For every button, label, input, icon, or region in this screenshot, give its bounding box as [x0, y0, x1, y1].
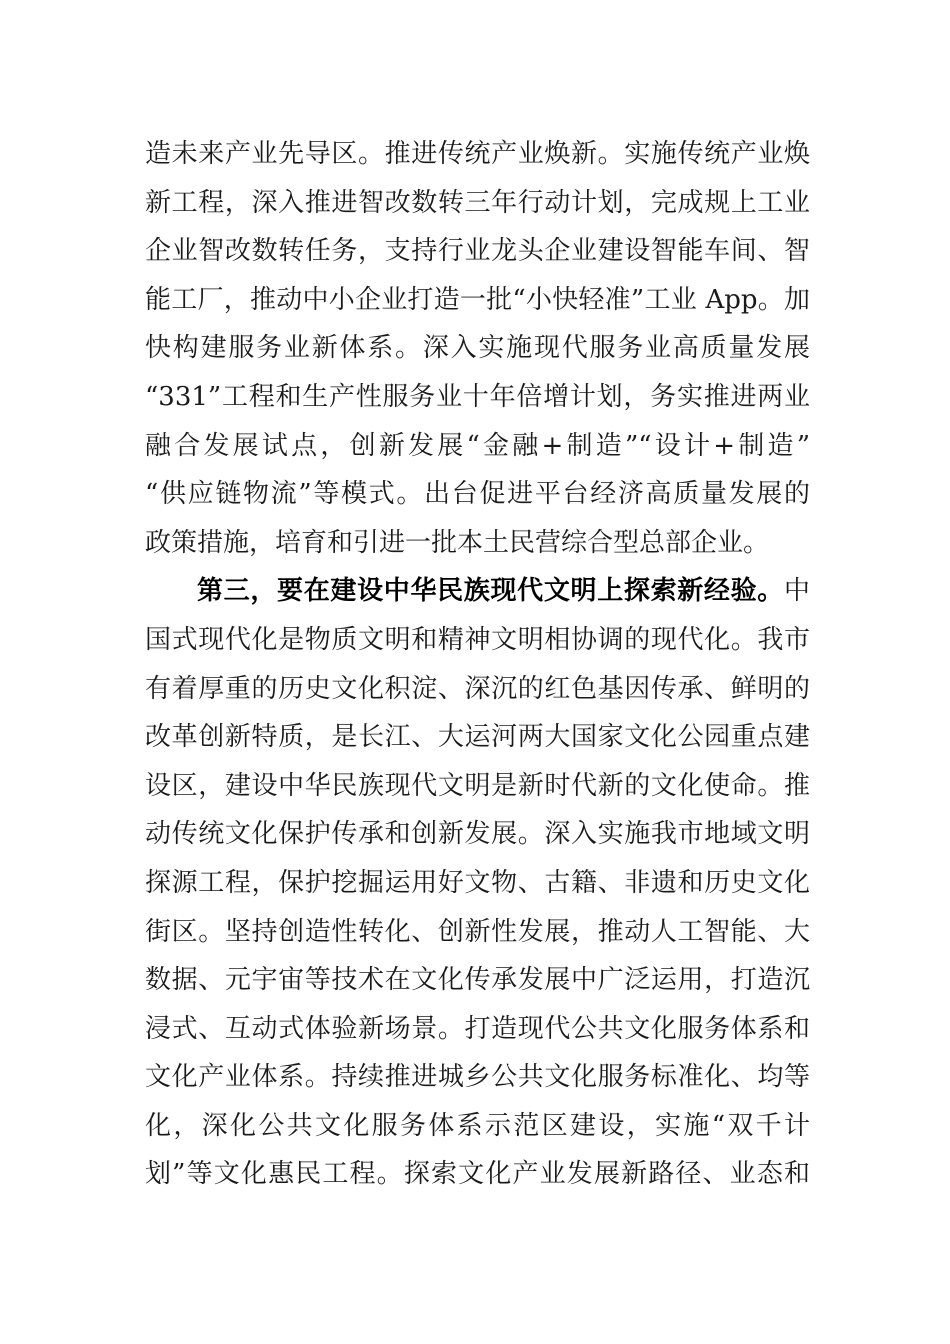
text-line: 街区。坚持创造性转化、创新性发展，推动人工智能、大 [145, 916, 810, 947]
text-line: 划”等文化惠民工程。探索文化产业发展新路径、业态和 [145, 1159, 810, 1190]
text-line: 文化产业体系。持续推进城乡公共文化服务标准化、均等 [145, 1062, 810, 1093]
text-line: 融合发展试点，创新发展“金融+制造”“设计+制造” [145, 430, 810, 461]
section-heading-line [145, 567, 810, 616]
heading-line-tail: 中 [783, 576, 810, 607]
text-line: 有着厚重的历史文化积淀、深沉的红色基因传承、鲜明的 [145, 673, 810, 704]
text-line: 化，深化公共文化服务体系示范区建设，实施“双千计 [145, 1110, 810, 1141]
section-heading: 第三，要在建设中华民族现代文明上探索新经验。 [197, 576, 784, 607]
text-line: 新工程，深入推进智改数转三年行动计划，完成规上工业 [145, 187, 810, 218]
text-line: 浸式、互动式体验新场景。打造现代公共文化服务体系和 [145, 1013, 810, 1044]
text-line: “供应链物流”等模式。出台促进平台经济高质量发展的 [145, 479, 810, 510]
text-line: 改革创新特质，是长江、大运河两大国家文化公园重点建 [145, 722, 810, 753]
text-line: 动传统文化保护传承和创新发展。深入实施我市地域文明 [145, 819, 810, 850]
text-line: 造未来产业先导区。推进传统产业焕新。实施传统产业焕 [145, 139, 810, 169]
text-line: 快构建服务业新体系。深入实施现代服务业高质量发展 [145, 333, 810, 364]
text-line: 国式现代化是物质文明和精神文明相协调的现代化。我市 [145, 624, 810, 655]
text-line: “331”工程和生产性服务业十年倍增计划，务实推进两业 [145, 381, 810, 412]
text-line: 能工厂，推动中小企业打造一批“小快轻准”工业 App。加 [145, 284, 810, 315]
text-line: 政策措施，培育和引进一批本土民营综合型总部企业。 [145, 527, 770, 558]
text-line: 设区，建设中华民族现代文明是新时代新的文化使命。推 [145, 770, 810, 801]
document-body [145, 130, 810, 1199]
text-line: 数据、元宇宙等技术在文化传承发展中广泛运用，打造沉 [145, 965, 810, 996]
text-line: 探源工程，保护挖掘运用好文物、古籍、非遗和历史文化 [145, 867, 810, 898]
text-line: 企业智改数转任务，支持行业龙头企业建设智能车间、智 [145, 236, 810, 267]
